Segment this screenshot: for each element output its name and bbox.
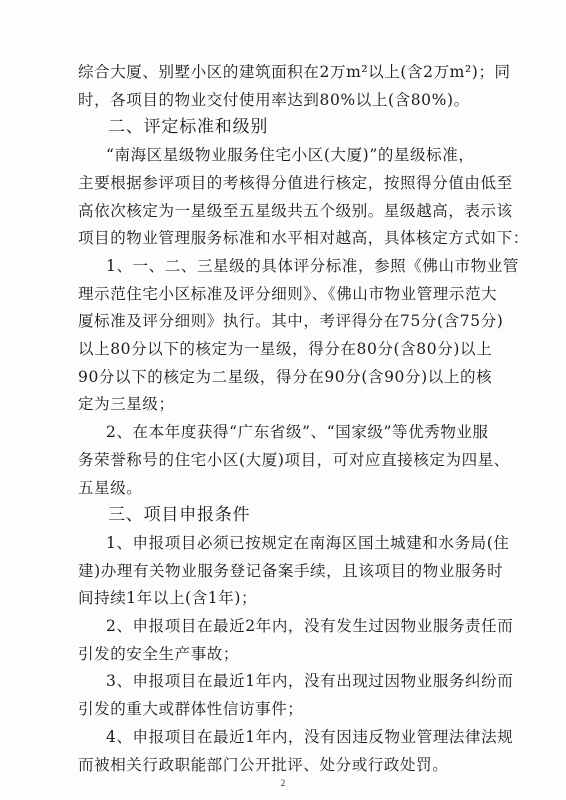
body-text-line: 厦标准及评分细则》执行。其中，考评得分在75分(含75分) — [78, 312, 504, 331]
section-heading: 三、项目申报条件 — [108, 505, 251, 526]
body-text-line: 以上80分以下的核定为一星级，得分在80分(含80分)以上 — [78, 340, 493, 358]
body-text-line: 引发的安全生产事故； — [78, 644, 240, 663]
body-text-line: 务荣誉称号的住宅小区(大厦)项目，可对应直接核定为四星、 — [78, 450, 510, 469]
body-text-line: 4、申报项目在最近1年内，没有因违反物业管理法律法规 — [106, 727, 514, 746]
body-text-line: 2、在本年度获得“广东省级”、“国家级”等优秀物业服 — [106, 423, 489, 442]
body-text-line: 时，各项目的物业交付使用率达到80%以上(含80%)。 — [78, 90, 470, 109]
body-text-line: 综合大厦、别墅小区的建筑面积在2万m²以上(含2万m²)；同 — [78, 63, 511, 81]
page-number: 2 — [280, 778, 286, 788]
body-text-line: 理示范住宅小区标准及评分细则》、《佛山市物业管理示范大 — [78, 284, 498, 303]
body-text-line: 1、申报项目必须已按规定在南海区国土城建和水务局(住 — [106, 533, 510, 552]
body-text-line: 引发的重大或群体性信访事件； — [78, 700, 304, 719]
body-text-line: 建)办理有关物业服务登记备案手续，且该项目的物业服务时 — [78, 561, 504, 580]
body-text-line: 90分以下的核定为二星级，得分在90分(含90分)以上的核 — [78, 367, 493, 386]
body-text-line: 高依次核定为一星级至五星级共五个级别。星级越高，表示该 — [78, 201, 513, 220]
body-text-line: 而被相关行政职能部门公开批评、处分或行政处罚。 — [78, 755, 449, 774]
body-text-line: 3、申报项目在最近1年内，没有出现过因物业服务纠纷而 — [106, 672, 514, 691]
body-text-line: 1、一、二、三星级的具体评分标准，参照《佛山市物业管 — [106, 256, 519, 275]
body-text-line: 主要根据参评项目的考核得分值进行核定，按照得分值由低至 — [78, 173, 513, 192]
body-text-line: 2、申报项目在最近2年内，没有发生过因物业服务责任而 — [106, 617, 514, 635]
body-text-line: “南海区星级物业服务住宅小区(大厦)”的星级标准， — [106, 146, 475, 165]
section-heading: 二、评定标准和级别 — [108, 117, 269, 138]
body-text-line: 五星级。 — [78, 478, 143, 497]
body-text-line: 间持续1年以上(含1年)； — [78, 589, 258, 608]
body-text-line: 项目的物业管理服务标准和水平相对越高，具体核定方式如下： — [78, 229, 529, 248]
body-text-line: 定为三星级； — [78, 395, 175, 414]
